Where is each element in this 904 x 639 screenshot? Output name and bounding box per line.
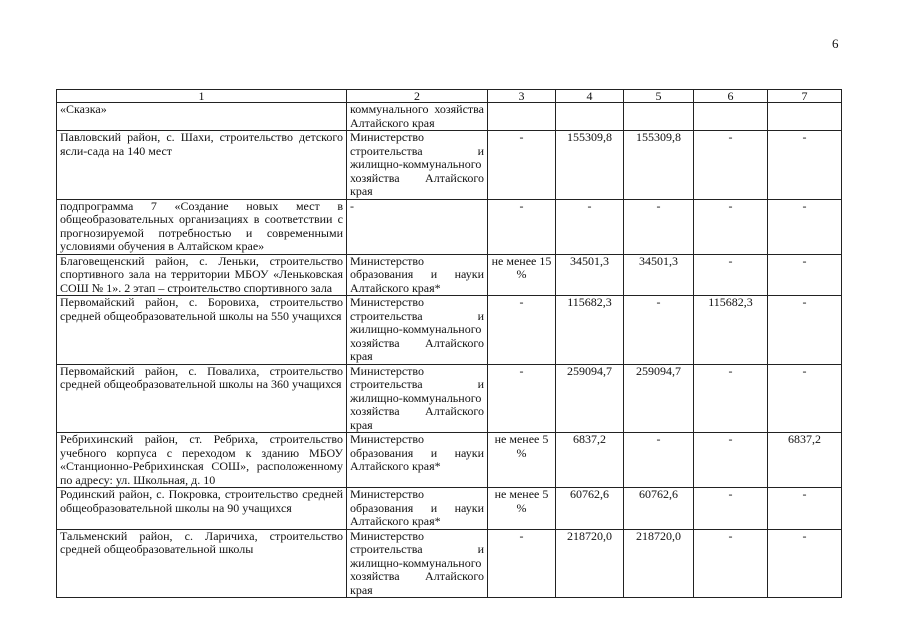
year-cell: - [694, 199, 768, 254]
total-cell: 60762,6 [556, 488, 624, 530]
year-cell: - [768, 131, 842, 200]
column-number: 2 [347, 90, 488, 103]
table-row [57, 103, 842, 131]
table-row [57, 529, 842, 598]
total-cell: 218720,0 [556, 529, 624, 598]
table-row [57, 433, 842, 488]
year-cell: - [624, 199, 694, 254]
share-cell: - [488, 296, 556, 365]
total-cell: - [556, 199, 624, 254]
year-cell: 115682,3 [694, 296, 768, 365]
year-cell: - [694, 254, 768, 296]
responsible-cell: Министерство строительства и жилищно-коммунального хозяйства Алтайского края [347, 529, 488, 598]
table-row [57, 131, 842, 200]
year-cell: - [624, 296, 694, 365]
year-cell: - [768, 529, 842, 598]
year-cell: 60762,6 [624, 488, 694, 530]
year-cell: 259094,7 [624, 364, 694, 433]
column-number: 4 [556, 90, 624, 103]
year-cell: 218720,0 [624, 529, 694, 598]
year-cell: 6837,2 [768, 433, 842, 488]
table-row [57, 254, 842, 296]
program-table [56, 89, 842, 598]
year-cell [624, 103, 694, 131]
total-cell: 155309,8 [556, 131, 624, 200]
table-row [57, 296, 842, 365]
column-number: 1 [57, 90, 347, 103]
responsible-cell: Министерство строительства и жилищно-коммунального хозяйства Алтайского края [347, 296, 488, 365]
total-cell [556, 103, 624, 131]
year-cell: - [694, 131, 768, 200]
responsible-cell: коммунального хозяйства Алтайского края [347, 103, 488, 131]
responsible-cell: Министерство образования и науки Алтайского края* [347, 488, 488, 530]
responsible-cell: Министерство строительства и жилищно-коммунального хозяйства Алтайского края [347, 364, 488, 433]
year-cell: - [694, 529, 768, 598]
column-number: 3 [488, 90, 556, 103]
object-cell: подпрограмма 7 «Создание новых мест в общеобразовательных организациях в соответствии с прогнозируемой потребностью и современными условиями обучения в Алтайском крае» [57, 199, 347, 254]
year-cell: - [694, 488, 768, 530]
object-cell: Тальменский район, с. Ларичиха, строительство средней общеобразовательной школы [57, 529, 347, 598]
year-cell: - [768, 254, 842, 296]
object-cell: Благовещенский район, с. Леньки, строительство спортивного зала на территории МБОУ «Леньковская СОШ № 1». 2 этап – строительство спортивного зала [57, 254, 347, 296]
table-row [57, 488, 842, 530]
total-cell: 259094,7 [556, 364, 624, 433]
responsible-cell: Министерство образования и науки Алтайского края* [347, 433, 488, 488]
year-cell: - [768, 199, 842, 254]
total-cell: 34501,3 [556, 254, 624, 296]
object-cell: Родинский район, с. Покровка, строительство средней общеобразовательной школы на 90 учащихся [57, 488, 347, 530]
column-number: 6 [694, 90, 768, 103]
year-cell: - [694, 364, 768, 433]
year-cell: 155309,8 [624, 131, 694, 200]
object-cell: Ребрихинский район, ст. Ребриха, строительство учебного корпуса с переходом к зданию МБОУ «Станционно-Ребрихинская СОШ», расположенному по адресу: ул. Школьная, д. 10 [57, 433, 347, 488]
object-cell: Первомайский район, с. Повалиха, строительство средней общеобразовательной школы на 360 учащихся [57, 364, 347, 433]
responsible-cell: - [347, 199, 488, 254]
total-cell: 6837,2 [556, 433, 624, 488]
share-cell: - [488, 199, 556, 254]
share-cell: - [488, 364, 556, 433]
total-cell: 115682,3 [556, 296, 624, 365]
responsible-cell: Министерство строительства и жилищно-коммунального хозяйства Алтайского края [347, 131, 488, 200]
share-cell [488, 103, 556, 131]
table-row [57, 199, 842, 254]
column-number: 7 [768, 90, 842, 103]
year-cell: - [768, 364, 842, 433]
table-row [57, 364, 842, 433]
year-cell: 34501,3 [624, 254, 694, 296]
share-cell: - [488, 529, 556, 598]
object-cell: Павловский район, с. Шахи, строительство детского ясли-сада на 140 мест [57, 131, 347, 200]
share-cell: - [488, 131, 556, 200]
year-cell: - [768, 488, 842, 530]
column-number: 5 [624, 90, 694, 103]
year-cell [768, 103, 842, 131]
share-cell: не менее 5 % [488, 433, 556, 488]
year-cell: - [768, 296, 842, 365]
year-cell: - [694, 433, 768, 488]
object-cell: «Сказка» [57, 103, 347, 131]
responsible-cell: Министерство образования и науки Алтайского края* [347, 254, 488, 296]
object-cell: Первомайский район, с. Боровиха, строительство средней общеобразовательной школы на 550 учащихся [57, 296, 347, 365]
share-cell: не менее 15 % [488, 254, 556, 296]
year-cell [694, 103, 768, 131]
page-number: 6 [832, 36, 839, 51]
share-cell: не менее 5 % [488, 488, 556, 530]
column-number-row [57, 90, 842, 103]
year-cell: - [624, 433, 694, 488]
